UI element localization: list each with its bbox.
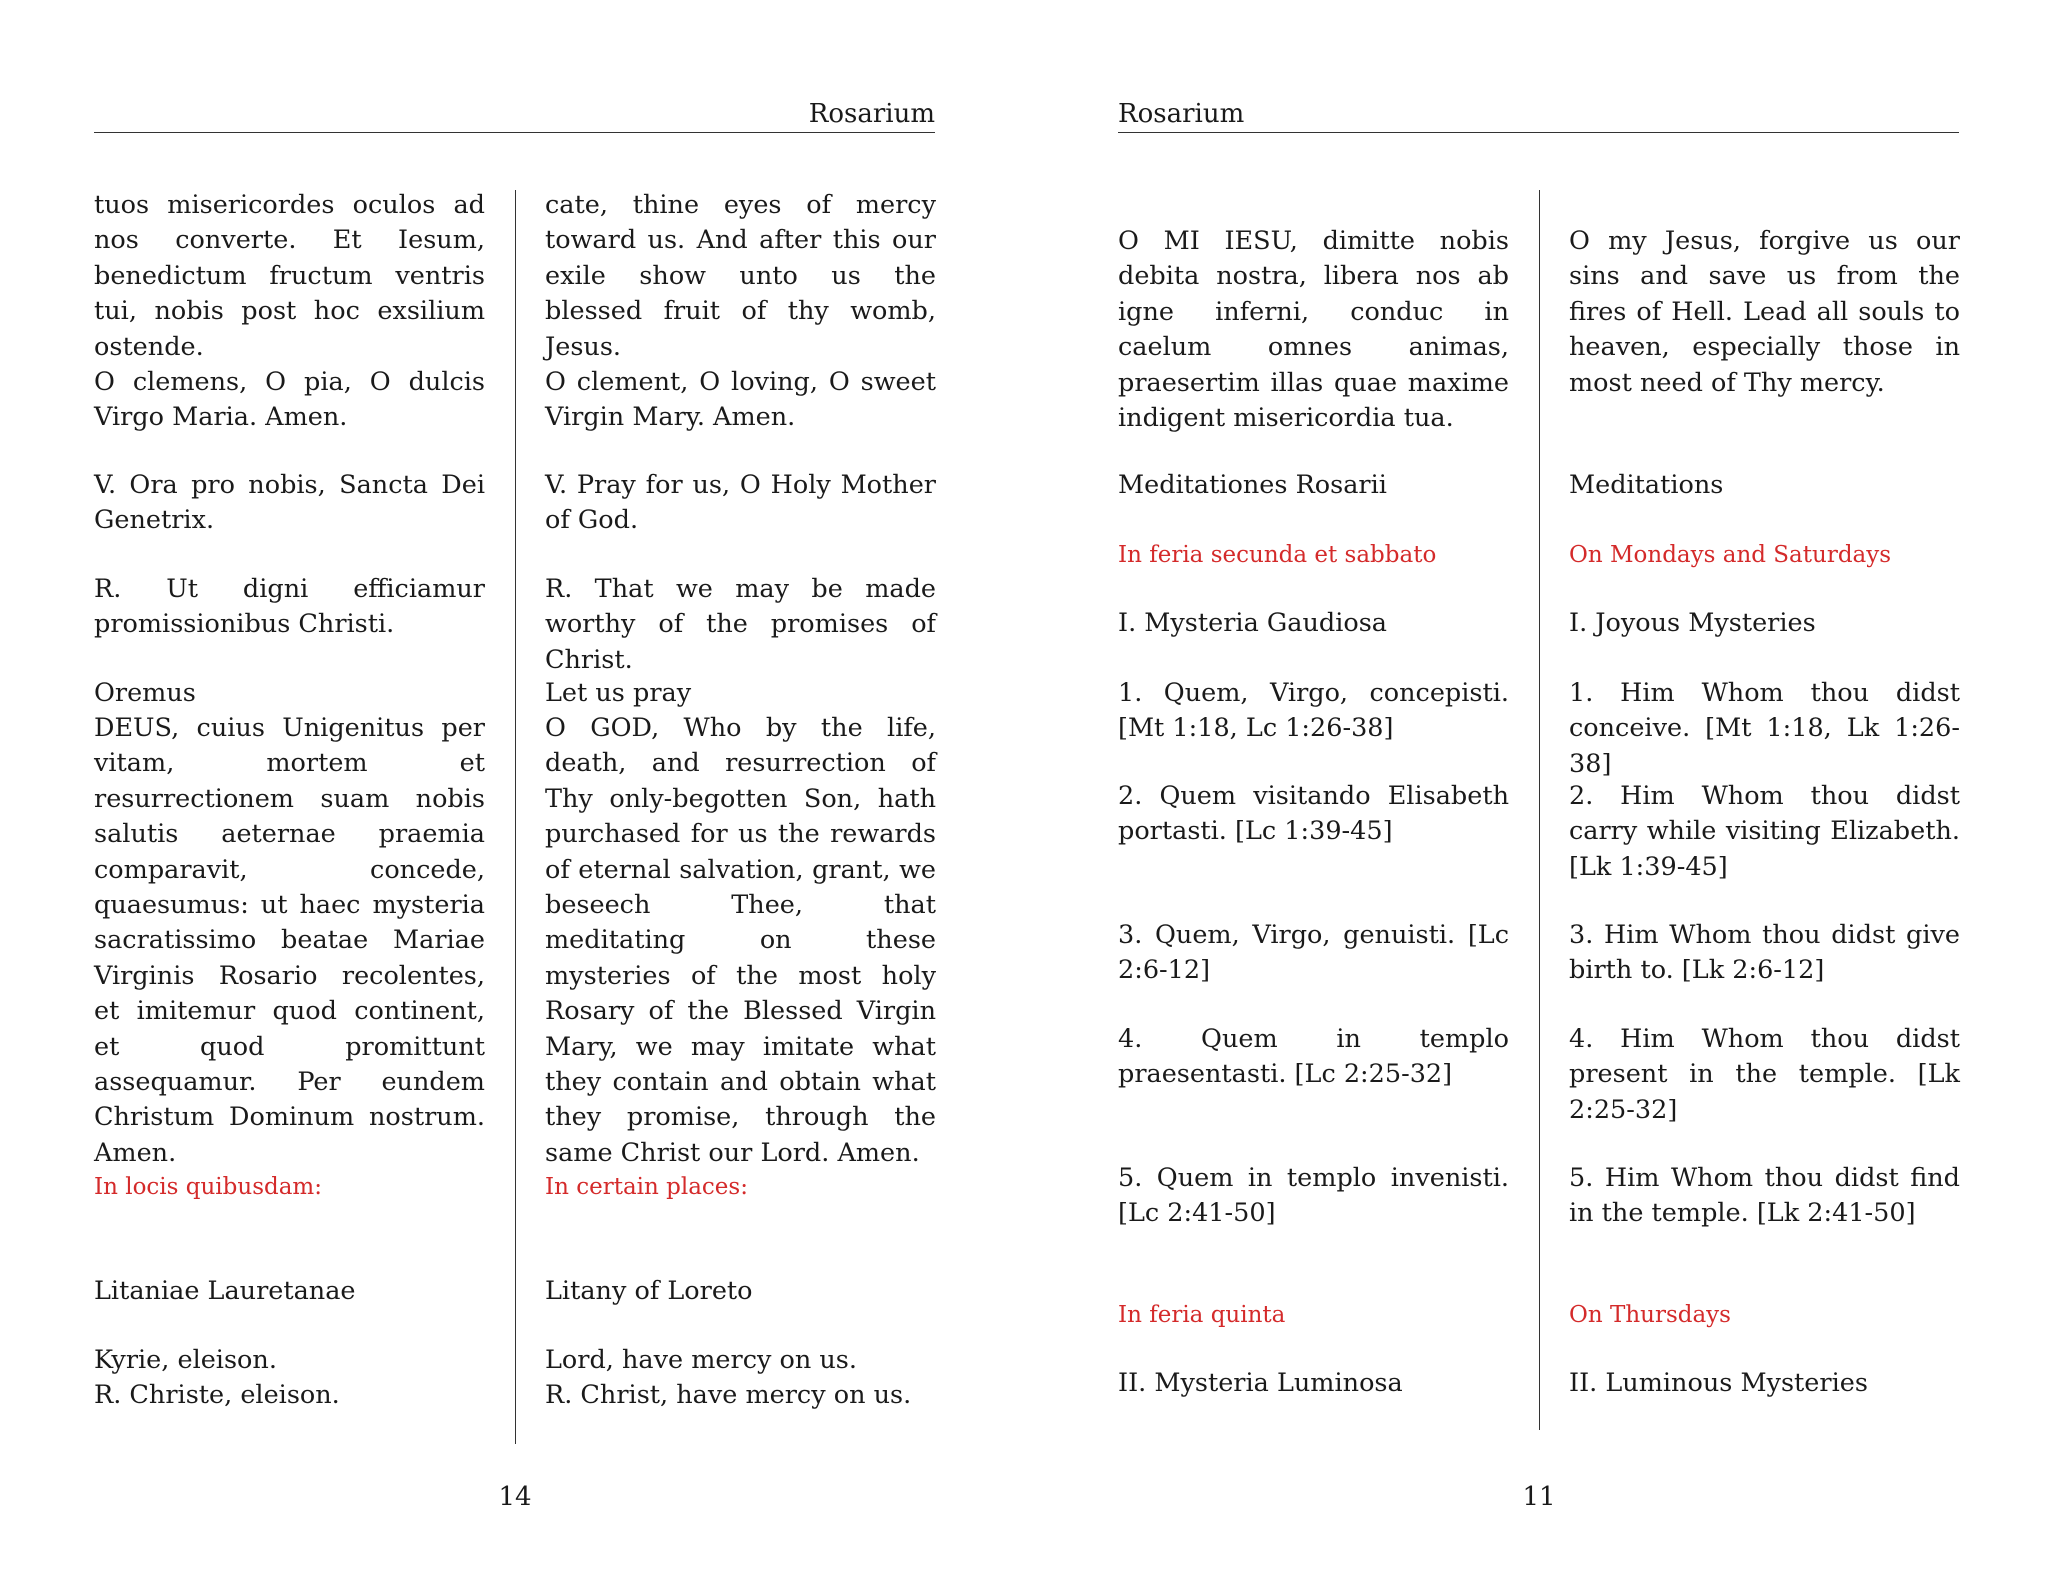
paragraph: O clemens, O pia, O dulcis Virgo Maria. Amen.	[94, 367, 485, 433]
mystery-item: 1. Him Whom thou didst conceive. [Mt 1:18, Lk 1:26-38]	[1569, 678, 1960, 779]
litany-line: R. Christe, eleison.	[94, 1380, 340, 1410]
rubric: In certain places:	[545, 1174, 748, 1200]
mystery-set-heading: II. Mysteria Luminosa	[1118, 1368, 1403, 1398]
section-heading: Meditationes Rosarii	[1118, 470, 1387, 500]
response: R. That we may be made worthy of the promises of Christ.	[545, 574, 936, 675]
rubric: In feria quinta	[1118, 1302, 1286, 1328]
response: R. Ut digni efficiamur promissionibus Christi.	[94, 574, 485, 640]
column-divider	[1539, 190, 1540, 1430]
mystery-item: 3. Him Whom thou didst give birth to. [Lk 2:6-12]	[1569, 920, 1960, 986]
prayer-heading: Oremus	[94, 678, 196, 708]
mystery-item: 5. Him Whom thou didst find in the temple. [Lk 2:41-50]	[1569, 1163, 1960, 1229]
mystery-item: 1. Quem, Virgo, concepisti. [Mt 1:18, Lc 1:26-38]	[1118, 678, 1509, 744]
right-page	[1024, 0, 2048, 1582]
paragraph: O my Jesus, forgive us our sins and save us from the fires of Hell. Lead all souls to heaven, especially those in most need of Thy mercy.	[1569, 226, 1960, 398]
mystery-set-heading: I. Mysteria Gaudiosa	[1118, 608, 1387, 638]
rubric: On Thursdays	[1569, 1302, 1731, 1328]
section-heading: Litany of Loreto	[545, 1276, 753, 1306]
versicle: V. Pray for us, O Holy Mother of God.	[545, 470, 936, 536]
running-head: Rosarium	[94, 96, 935, 133]
page-number: 11	[1522, 1482, 1556, 1512]
paragraph: O clement, O loving, O sweet Virgin Mary. Amen.	[545, 367, 936, 433]
section-heading: Meditations	[1569, 470, 1724, 500]
running-head: Rosarium	[1118, 96, 1959, 133]
mystery-item: 2. Quem visitando Elisabeth portasti. [Lc 1:39-45]	[1118, 781, 1509, 847]
litany-line: R. Christ, have mercy on us.	[545, 1380, 912, 1410]
paragraph: tuos misericordes oculos ad nos converte. Et Iesum, benedictum fructum ventris tui, nobis post hoc exsilium ostende.	[94, 190, 485, 362]
mystery-item: 3. Quem, Virgo, genuisti. [Lc 2:6-12]	[1118, 920, 1509, 986]
column-divider	[515, 190, 516, 1444]
section-heading: Litaniae Lauretanae	[94, 1276, 356, 1306]
mystery-item: 4. Quem in templo praesentasti. [Lc 2:25-32]	[1118, 1024, 1509, 1090]
rubric: In feria secunda et sabbato	[1118, 542, 1437, 568]
litany-line: Kyrie, eleison.	[94, 1345, 277, 1375]
paragraph: cate, thine eyes of mercy toward us. And after this our exile show unto us the blessed fruit of thy womb, Jesus.	[545, 190, 936, 362]
mystery-item: 5. Quem in templo invenisti. [Lc 2:41-50]	[1118, 1163, 1509, 1229]
prayer-text: DEUS, cuius Unigenitus per vitam, mortem et resurrectionem suam nobis salutis aeternae praemia comparavit, concede, quaesumus: ut haec mysteria sacratissimo beatae Mariae Virginis Rosario recolentes, et imitemur quod continent, et quod promittunt assequamur. Per eundem Christum Dominum nostrum. Amen.	[94, 713, 485, 1168]
versicle: V. Ora pro nobis, Sancta Dei Genetrix.	[94, 470, 485, 536]
mystery-item: 2. Him Whom thou didst carry while visiting Elizabeth. [Lk 1:39-45]	[1569, 781, 1960, 882]
litany-line: Lord, have mercy on us.	[545, 1345, 857, 1375]
paragraph: O MI IESU, dimitte nobis debita nostra, libera nos ab igne inferni, conduc in caelum omnes animas, praesertim illas quae maxime indigent misericordia tua.	[1118, 226, 1509, 434]
prayer-text: O GOD, Who by the life, death, and resurrection of Thy only-begotten Son, hath purchased for us the rewards of eternal salvation, grant, we beseech Thee, that meditating on these mysteries of the most holy Rosary of the Blessed Virgin Mary, we may imitate what they contain and obtain what they promise, through the same Christ our Lord. Amen.	[545, 713, 936, 1168]
mystery-set-heading: II. Luminous Mysteries	[1569, 1368, 1868, 1398]
mystery-set-heading: I. Joyous Mysteries	[1569, 608, 1816, 638]
rubric: On Mondays and Saturdays	[1569, 542, 1892, 568]
page-number: 14	[498, 1482, 532, 1512]
mystery-item: 4. Him Whom thou didst present in the temple. [Lk 2:25-32]	[1569, 1024, 1960, 1125]
rubric: In locis quibusdam:	[94, 1174, 322, 1200]
prayer-heading: Let us pray	[545, 678, 692, 708]
